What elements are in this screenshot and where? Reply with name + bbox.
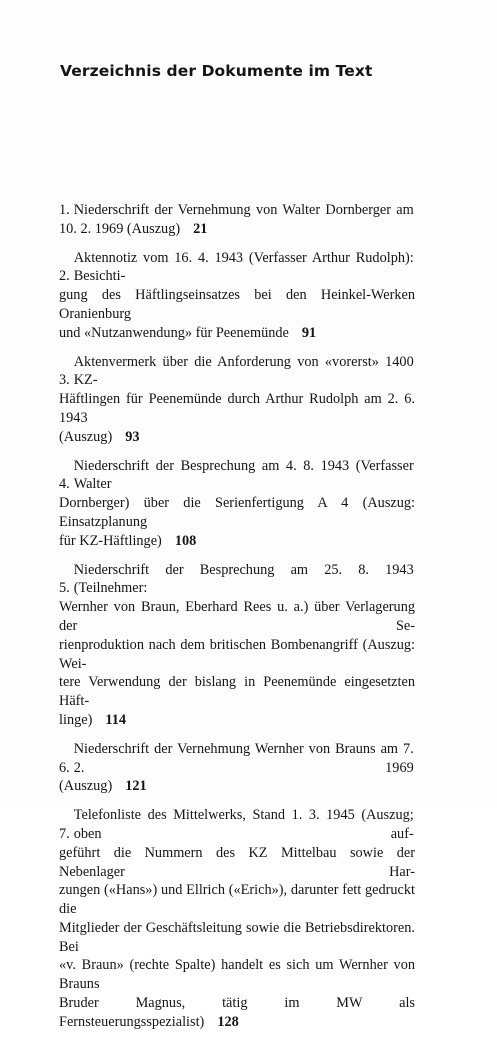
entry-text-line: Bruder Magnus, tätig im MW als Fernsteuerungsspezialist) <box>59 995 415 1030</box>
entry-text-line: Häftlingen für Peenemünde durch Arthur Rudolph am 2. 6. 1943 <box>59 391 415 426</box>
page-number: 91 <box>301 324 317 341</box>
entry-text-line: Niederschrift der Vernehmung Wernher von Brauns am 7. 2. 1969 <box>73 740 414 776</box>
entry-number: 6. <box>59 759 70 776</box>
entry-text-line: Niederschrift der Besprechung am 25. 8. 1943 (Teilnehmer: <box>73 561 414 597</box>
entry-text-line: und «Nutzanwendung» für Peenemünde <box>59 324 289 341</box>
document-entry <box>59 457 415 551</box>
entry-number: 4. <box>59 476 70 493</box>
page-heading: Verzeichnis der Dokumente im Text <box>60 62 373 80</box>
entry-text-line: Niederschrift der Besprechung am 4. 8. 1943 (Verfasser Walter <box>73 457 414 493</box>
entry-number: 3. <box>59 372 70 389</box>
document-entry <box>59 353 415 447</box>
entry-text-line: geführt die Nummern des KZ Mittelbau sowie der Nebenlager Har- <box>59 844 415 880</box>
entry-number: 1. <box>59 202 70 218</box>
entry-number: 7. <box>59 825 70 842</box>
document-entry <box>59 740 415 796</box>
entry-text-line: Aktenvermerk über die Anforderung von «vorerst» 1400 KZ- <box>73 353 414 389</box>
entry-text-line: Aktennotiz vom 16. 4. 1943 (Verfasser Arthur Rudolph): Besichti- <box>73 249 414 285</box>
document-entry <box>59 806 415 1032</box>
document-entry <box>59 249 415 343</box>
page-number: 21 <box>193 220 208 237</box>
page-number: 108 <box>174 532 197 549</box>
entry-text-line: Dornberger) über die Serienfertigung A 4 (Auszug: Einsatzplanung <box>59 495 415 530</box>
entry-text-line: gung des Häftlingseinsatzes bei den Heinkel-Werken Oranienburg <box>59 287 415 322</box>
entry-number: 2. <box>59 268 70 285</box>
document-entry <box>59 201 415 239</box>
entry-text-line: tere Verwendung der bislang in Peenemünde eingesetzten Häft- <box>59 674 415 710</box>
entry-text-line: Wernher von Braun, Eberhard Rees u. a.) über Verlagerung der Se- <box>59 599 415 634</box>
page-number: 121 <box>125 778 147 795</box>
entry-text-line: (Auszug) <box>59 428 113 445</box>
entry-text-line: Niederschrift der Vernehmung von Walter Dornberger am <box>73 202 414 218</box>
page-number: 128 <box>217 1013 239 1030</box>
page-number: 114 <box>105 711 127 728</box>
entry-text-line: für KZ-Häftlinge) <box>59 532 162 549</box>
page-number: 93 <box>125 428 140 445</box>
entry-text-line: 10. 2. 1969 (Auszug) <box>59 220 181 237</box>
entry-text-line: zungen («Hans») und Ellrich («Erich»), darunter fett gedruckt die <box>59 882 415 918</box>
entry-text-line: Telefonliste des Mittelwerks, Stand 1. 3. 1945 (Auszug; oben auf- <box>73 807 414 842</box>
entry-text-line: Mitglieder der Geschäftsleitung sowie die Betriebsdirektoren. Bei <box>59 919 415 955</box>
document-entry <box>59 561 415 730</box>
entry-text-line: rienproduktion nach dem britischen Bombenangriff (Auszug: Wei- <box>59 636 415 672</box>
entry-number: 5. <box>59 580 70 597</box>
entry-text-line: (Auszug) <box>59 778 113 795</box>
document-list <box>59 201 415 1042</box>
entry-text-line: linge) <box>59 711 93 728</box>
entry-text-line: «v. Braun» (rechte Spalte) handelt es sich um Wernher von Brauns <box>59 957 415 993</box>
